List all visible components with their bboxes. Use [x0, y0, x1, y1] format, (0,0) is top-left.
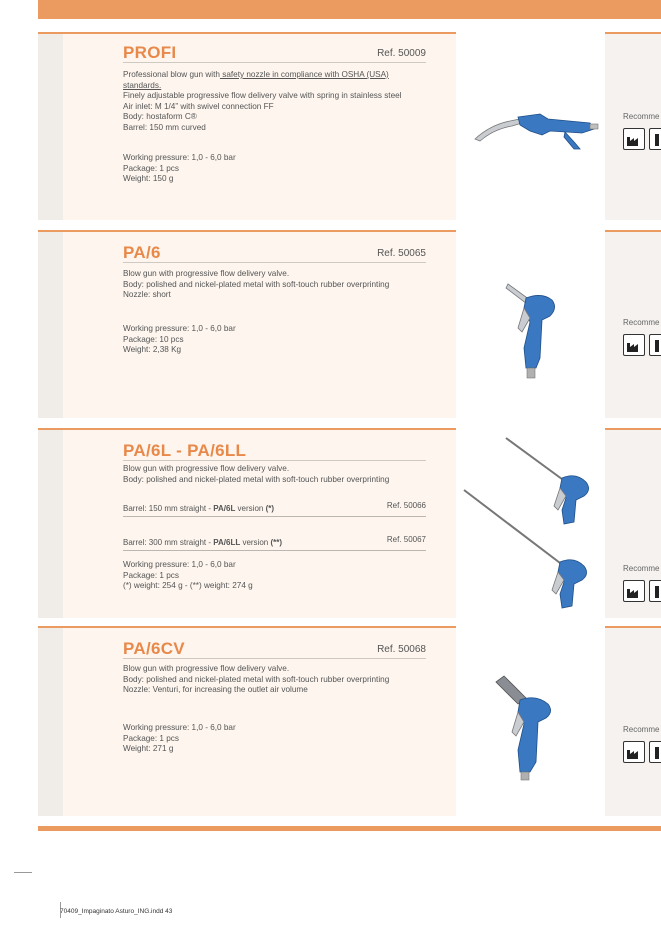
- desc-underlined: safety nozzle in compliance with OSHA (USA): [219, 70, 389, 79]
- product-card-pa6cv: [38, 626, 456, 816]
- product-description: [123, 70, 433, 134]
- desc-line: Blow gun with progressive flow delivery valve.: [123, 269, 290, 278]
- factory-icon: [623, 580, 645, 602]
- desc-line: Blow gun with progressive flow delivery valve.: [123, 464, 290, 473]
- barrel-model: PA/6L: [213, 504, 236, 513]
- spec-line: (*) weight: 254 g - (**) weight: 274 g: [123, 581, 253, 591]
- product-ref: Ref. 50068: [377, 644, 426, 655]
- desc-line: Nozzle: short: [123, 290, 171, 300]
- desc-line: Nozzle: Venturi, for increasing the outlet air volume: [123, 685, 308, 695]
- product-title: PA/6CV: [123, 639, 185, 658]
- profi-blow-gun-image: [470, 105, 600, 155]
- barrel-text: Barrel: 300 mm straight -: [123, 538, 214, 547]
- product-description: [123, 269, 433, 301]
- factory-icon: [623, 741, 645, 763]
- side-panel: [605, 230, 661, 418]
- card-top-line: [38, 428, 456, 430]
- factory-icon: [623, 334, 645, 356]
- card-side-strip: [38, 230, 63, 418]
- side-top-line: [605, 32, 661, 34]
- barrel-mark: (**): [270, 538, 283, 547]
- top-accent-bar: [38, 0, 661, 19]
- factory-icon: [623, 128, 645, 150]
- desc-line: Body: polished and nickel-plated metal with soft-touch rubber overprinting: [123, 279, 390, 289]
- product-description: [123, 664, 433, 696]
- pa6cv-blow-gun-image: [490, 672, 570, 782]
- product-ref: Ref. 50066: [386, 501, 426, 510]
- product-ref: Ref. 50067: [386, 535, 426, 544]
- product-description: [123, 464, 433, 485]
- spec-line: Weight: 2,38 Kg: [123, 345, 182, 355]
- side-panel: [605, 626, 661, 816]
- side-panel: [605, 428, 661, 618]
- product-title: PA/6: [123, 243, 161, 262]
- desc-line: Body: polished and nickel-plated metal with soft-touch rubber overprinting: [123, 474, 390, 484]
- title-rule: [123, 262, 426, 263]
- barrel-text: Barrel: 150 mm straight -: [123, 504, 214, 513]
- spec-line: Package: 1 pcs: [123, 570, 179, 580]
- recommended-label: Recomme: [623, 564, 660, 573]
- desc-line: Body: polished and nickel-plated metal with soft-touch rubber overprinting: [123, 674, 390, 684]
- recommended-label: Recomme: [623, 725, 660, 734]
- spec-line: Package: 10 pcs: [123, 334, 184, 344]
- product-specs: [123, 723, 236, 755]
- card-side-strip: [38, 626, 63, 816]
- margin-mark: [14, 872, 32, 873]
- product-specs: [123, 560, 253, 592]
- barrel-mark: (*): [265, 504, 275, 513]
- product-title: PROFI: [123, 43, 177, 62]
- tool-icon: [649, 128, 661, 150]
- product-card-profi: [38, 32, 456, 220]
- barrel-text: version: [240, 538, 271, 547]
- product-specs: [123, 153, 236, 185]
- bottom-accent-bar: [38, 826, 661, 831]
- card-top-line: [38, 32, 456, 34]
- desc-line: Air inlet: M 1/4” with swivel connection FF: [123, 101, 274, 111]
- product-ref: Ref. 50065: [377, 248, 426, 259]
- spec-line: Weight: 271 g: [123, 744, 174, 754]
- title-rule: [123, 460, 426, 461]
- product-specs: [123, 324, 236, 356]
- tool-icon: [649, 741, 661, 763]
- recommended-label: Recomme: [623, 112, 660, 121]
- recommended-label: Recomme: [623, 318, 660, 327]
- card-side-strip: [38, 32, 63, 220]
- card-top-line: [38, 626, 456, 628]
- pa6-blow-gun-image: [500, 278, 570, 388]
- desc-underlined: standards.: [123, 80, 162, 90]
- spec-line: Working pressure: 1,0 - 6,0 bar: [123, 153, 236, 162]
- barrel-option-150: [123, 501, 426, 517]
- product-title: PA/6L - PA/6LL: [123, 441, 247, 460]
- barrel-model: PA/6LL: [213, 538, 241, 547]
- desc-line: Body: hostaform C®: [123, 112, 197, 122]
- product-card-pa6l: [38, 428, 456, 618]
- spec-line: Working pressure: 1,0 - 6,0 bar: [123, 324, 236, 333]
- side-panel: [605, 32, 661, 220]
- spec-line: Working pressure: 1,0 - 6,0 bar: [123, 560, 236, 569]
- desc-line: Blow gun with progressive flow delivery valve.: [123, 664, 290, 673]
- title-rule: [123, 62, 426, 63]
- footer-filename: 70409_Impaginato Asturo_ING.indd 43: [60, 908, 173, 915]
- pa6ll-blow-gun-image: [460, 486, 600, 616]
- title-rule: [123, 658, 426, 659]
- card-side-strip: [38, 428, 63, 618]
- tool-icon: [649, 334, 661, 356]
- side-top-line: [605, 626, 661, 628]
- card-top-line: [38, 230, 456, 232]
- desc-line: Finely adjustable progressive flow delivery valve with spring in stainless steel: [123, 91, 402, 101]
- spec-line: Working pressure: 1,0 - 6,0 bar: [123, 723, 236, 732]
- side-top-line: [605, 428, 661, 430]
- spec-line: Package: 1 pcs: [123, 733, 179, 743]
- product-ref: Ref. 50009: [377, 48, 426, 59]
- spec-line: Package: 1 pcs: [123, 163, 179, 173]
- barrel-option-300: [123, 535, 426, 551]
- desc-line: Barrel: 150 mm curved: [123, 122, 206, 132]
- desc-line: Professional blow gun with: [123, 70, 220, 79]
- side-top-line: [605, 230, 661, 232]
- tool-icon: [649, 580, 661, 602]
- barrel-text: version: [235, 504, 266, 513]
- spec-line: Weight: 150 g: [123, 174, 174, 184]
- product-card-pa6: [38, 230, 456, 418]
